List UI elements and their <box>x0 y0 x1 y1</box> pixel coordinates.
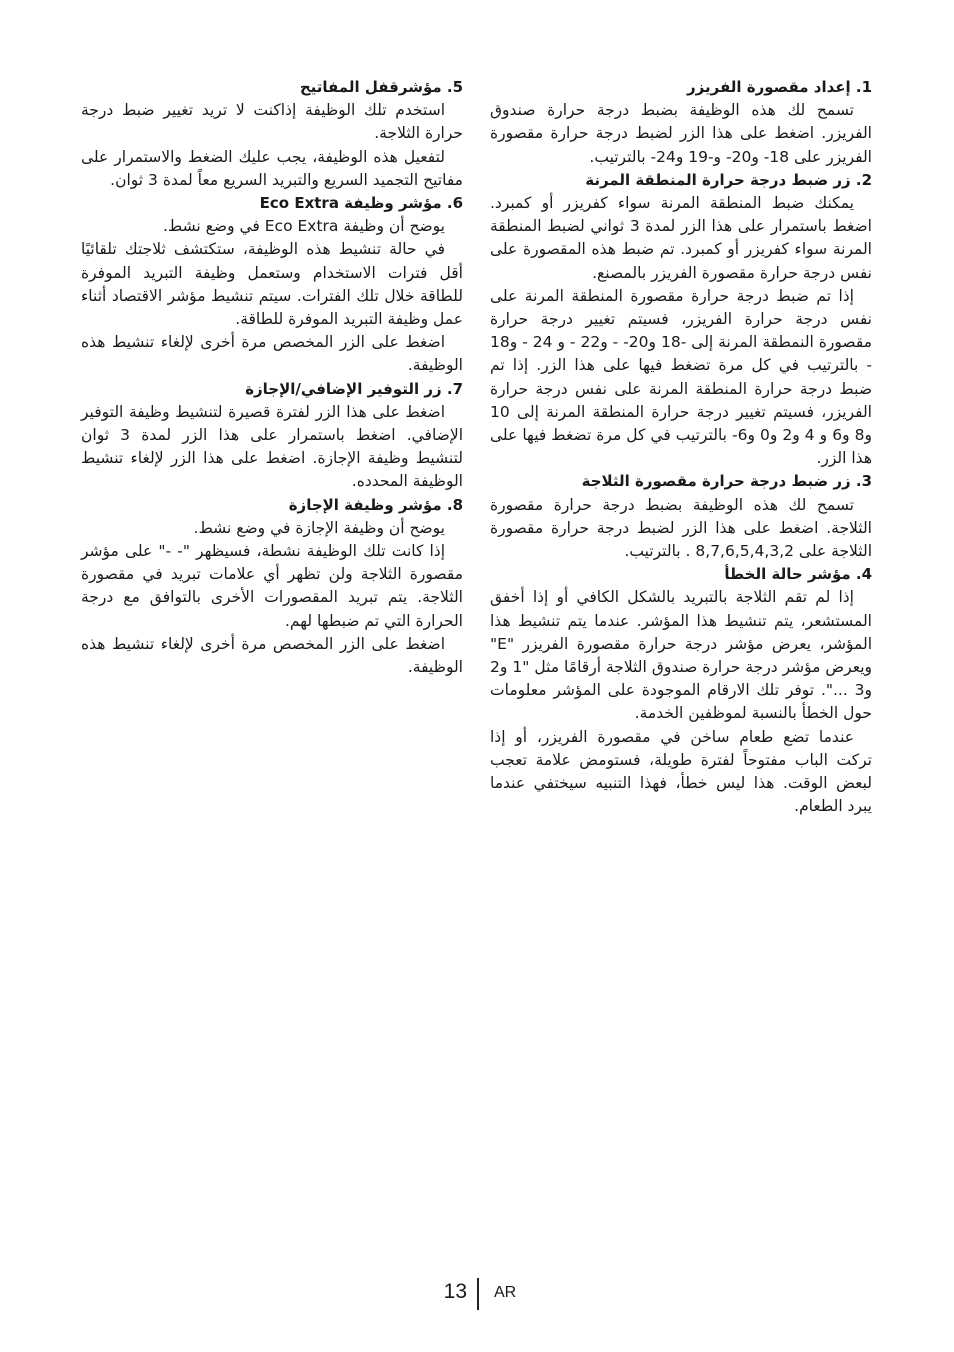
paragraph: يوضح أن وظيفة Eco Extra في وضع نشط. <box>162 217 445 236</box>
paragraph: إذا لم تقم الثلاجة بالتبريد بالشكل الكافي أو إذا أخفق المستشعر، يتم تنشيط هذا المؤشر. عندما يتم تنشيط هذا المؤشر، يعرض مؤشر درجة حرارة مقصورة الفريزر "E" ويعرض مؤشر درجة حرارة صندوق الثلاجة أرقامًا مثل "1 و2 و3 ...". توفر تلك الارقام الموجودة على المؤشر معلومات حول الخطأ بالنسبة لموظفين الخدمة. <box>490 588 872 723</box>
paragraph: يمكنك ضبط المنطقة المرنة سواء كفريزر أو كمبرد. اضغط باستمرار على هذا الزر لمدة 3 ثواني لضبط المنطقة المرنة سواء كفريزر أو كمبرد. تم ضبط هذه المقصورة على نفس درجة حرارة مقصورة الفريزر بالمصنع. <box>490 194 872 282</box>
paragraph: اضغط على الزر المخصص مرة أخرى لإلغاء تنشيط هذه الوظيفة. <box>81 333 463 375</box>
section-heading: 3. زر ضبط درجة حرارة مقصورة الثلاجة <box>581 472 872 491</box>
section-heading: 7. زر التوفير الإضافي/الإجازة <box>245 379 463 398</box>
paragraph: عندما تضع طعام ساخن في مقصورة الفريزر، أو إذا تركت الباب مفتوحاً لفترة طويلة، فستومض علامة تعجب لبعض الوقت. هذا ليس خطأ، فهذا التنبيه سيختفي عندما يبرد الطعام. <box>490 727 872 816</box>
paragraph: إذا تم ضبط درجة حرارة مقصورة المنطقة المرنة على نفس درجة حرارة الفريزر، فسيتم تغيير درجة حرارة مقصورة النمطقة المرنة إلى -18 و20- - و22 - و 24 - و18 - بالترتيب في كل مرة تضغط فيها على هذا الزر. إذا تم ضبط درجة حرارة المنطقة المرنة على نفس درجة حرارة الفريزر، فسيتم تغيير درجة حرارة المنطقة المرنة إلى 10 و8 و6 و 4 و2 و0 و6- بالترتيب في كل مرة تضغط فيها على هذا الزر. <box>490 286 873 468</box>
paragraph: يوضح أن وظيفة الإجازة في وضع نشط. <box>193 518 445 537</box>
paragraph: استخدم تلك الوظيفة إذاكنت لا تريد تغيير ضبط درجة حرارة الثلاجة. <box>81 101 463 143</box>
paragraph: لتفعيل هذه الوظيفة، يجب عليك الضغط والاستمرار على مفاتيح التجميد السريع والتبريد السريع معاً لمدة 3 ثوان. <box>81 147 463 189</box>
section-heading: 1. إعداد مقصورة الفريزر <box>687 78 872 96</box>
left-text-column <box>81 76 463 679</box>
paragraph: تسمح لك هذه الوظيفة بضبط درجة حرارة صندوق الفريزر. اضغط على هذا الزر لضبط درجة حرارة مقصورة الفريزر على 18- و20- و-19 و24- بالترتيب. <box>490 101 872 166</box>
section-heading: 8. مؤشر وظيفة الإجازة <box>288 495 463 514</box>
page-footer <box>0 1278 954 1310</box>
right-text-column <box>490 76 872 819</box>
page-number: 13 <box>443 1280 467 1303</box>
paragraph: تسمح لك هذه الوظيفة بضبط درجة حرارة مقصورة الثلاجة. اضغط على هذا الزر لضبط درجة حرارة مقصورة الثلاجة على 8,7,6,5,4,3,2 . بالترتيب. <box>490 495 872 561</box>
paragraph: اضغط على الزر المخصص مرة أخرى لإلغاء تنشيط هذه الوظيفة. <box>81 634 463 677</box>
footer-divider <box>477 1278 479 1310</box>
paragraph: إذا كانت تلك الوظيفة نشطة، فسيظهر "- -" على مؤشر مقصورة الثلاجة ولن تظهر أي علامات تبريد في مقصورة الثلاجة. يتم تبريد المقصورات الأخرى بالتوافق مع درجة الحرارة التي تم ضبطها لهم. <box>81 542 463 630</box>
paragraph: في حالة تنشيط هذه الوظيفة، ستكتشف ثلاجتك تلقائيًا أقل فترات الاستخدام وستعمل وظيفة التبريد الموفرة للطاقة خلال تلك الفترات. سيتم تنشيط مؤشر الاقتصاد أثناء عمل وظيفة التبريد الموفرة للطاقة. <box>81 240 463 329</box>
section-heading: 5. مؤشرقفل المفاتيح <box>299 78 463 96</box>
language-code: AR <box>494 1284 517 1301</box>
section-heading: 4. مؤشر حالة الخطأ <box>724 565 872 584</box>
paragraph: اضغط على هذا الزر لفترة قصيرة لتنشيط وظيفة التوفير الإضافي. اضغط باستمرار على هذا الزر لمدة 3 ثوان لتنشيط وظيفة الإجازة. اضغط على هذا الزر لإلغاء تنشيط الوظيفة المحدده. <box>81 402 463 491</box>
section-heading: 2. زر ضبط درجة حرارة المنطقة المرنة <box>585 170 872 189</box>
section-heading: 6. مؤشر وظيفة Eco Extra <box>259 194 463 213</box>
